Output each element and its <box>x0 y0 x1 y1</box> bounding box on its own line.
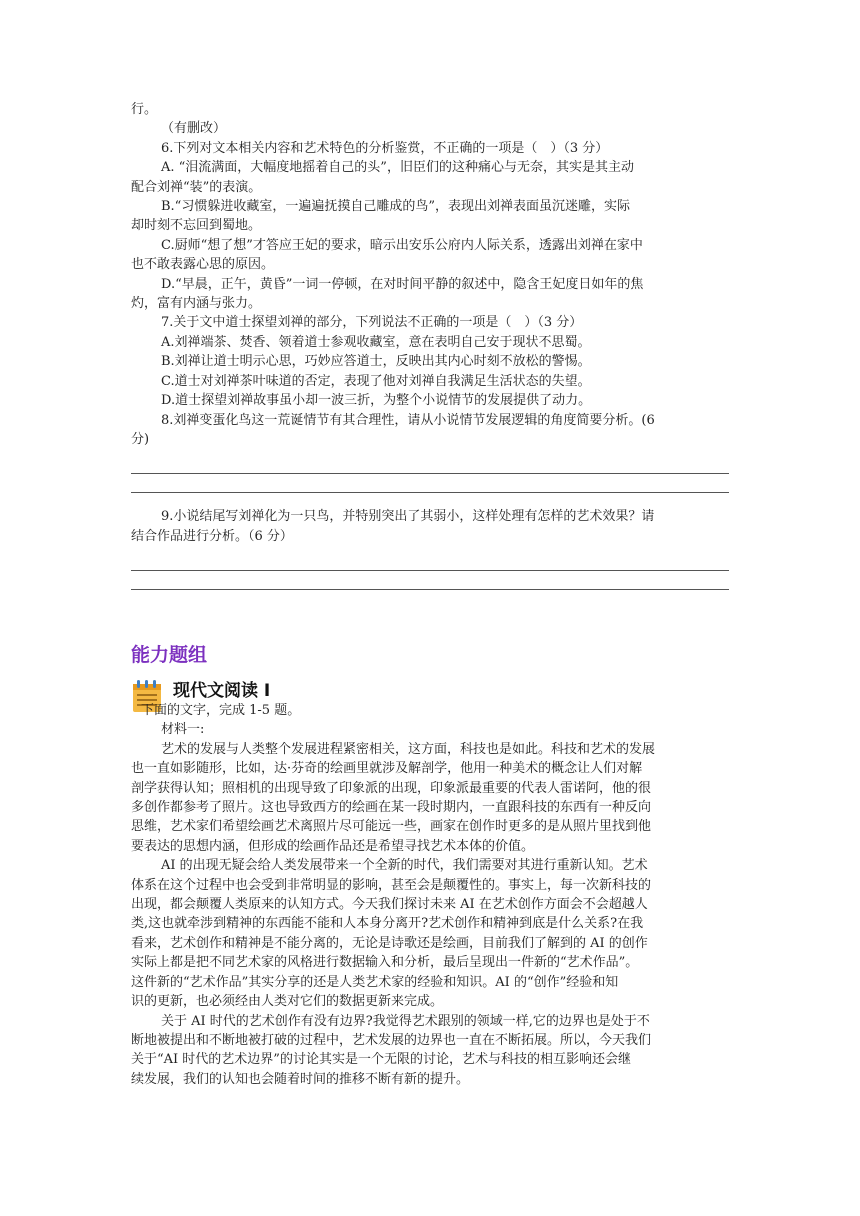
q6-option-b: B.“习惯躲进收藏室，一遍遍抚摸自己雕成的鸟”，表现出刘禅表面虽沉迷雕，实际 <box>161 199 630 215</box>
paragraph-line: 这件新的“艺术作品”其实分享的还是人类艺术家的经验和知识。AI 的“创作”经验和知 <box>131 974 619 990</box>
question-9-cont: 结合作品进行分析。（6 分） <box>131 528 293 544</box>
q7-option-d: D.道士探望刘禅故事虽小却一波三折，为整个小说情节的发展提供了动力。 <box>161 393 592 409</box>
paragraph-line: 关于“AI 时代的艺术边界”的讨论其实是一个无限的讨论，艺术与科技的相互影响还会继 <box>131 1052 631 1068</box>
paragraph-1 <box>131 740 729 856</box>
paragraph-line: 实际上都是把不同艺术家的风格进行数据输入和分析，最后呈现出一件新的“艺术作品”。 <box>131 955 639 971</box>
q7-option-c: C.道士对刘禅茶叶味道的否定，表现了他对刘禅自我满足生活状态的失望。 <box>161 373 591 389</box>
q6-option-d-cont: 灼，富有内涵与张力。 <box>131 296 262 312</box>
paragraph-line: 出现，都会颠覆人类原来的认知方式。今天我们探讨未来 AI 在艺术创作方面会不会超越人 <box>131 897 648 913</box>
source-note: （有删改） <box>161 121 227 137</box>
q6-option-c-cont: 也不敢表露心思的原因。 <box>131 257 275 273</box>
question-9: 9.小说结尾写刘禅化为一只鸟，并特别突出了其弱小，这样处理有怎样的艺术效果？请 <box>161 509 655 525</box>
paragraph-line: 多创作都参考了照片。这也导致西方的绘画在某一段时期内，一直跟科技的东西有一种反向 <box>131 800 652 816</box>
answer-line[interactable] <box>131 474 729 493</box>
passage-instruction: 下面的文字，完成 1-5 题。 <box>141 703 301 718</box>
reading-passage <box>131 701 729 1089</box>
paragraph-line: 关于 AI 时代的艺术创作有没有边界?我觉得艺术跟别的领域一样,它的边界也是处于不 <box>161 1013 650 1029</box>
material-label: 材料一: <box>161 722 205 738</box>
answer-line[interactable] <box>131 455 729 474</box>
q7-option-a: A.刘禅端茶、焚香、领着道士参观收藏室，意在表明自己安于现状不思蜀。 <box>161 334 591 350</box>
question-8-cont: 分) <box>131 431 150 447</box>
paragraph-3 <box>131 1012 729 1090</box>
paragraph-line: 识的更新，也必须经由人类对它们的数据更新来完成。 <box>131 994 444 1010</box>
q6-option-c: C.厨师“想了想”才答应王妃的要求，暗示出安乐公府内人际关系，透露出刘禅在家中 <box>161 237 643 253</box>
q8-answer-area[interactable] <box>131 455 729 493</box>
paragraph-line: AI 的出现无疑会给人类发展带来一个全新的时代，我们需要对其进行重新认知。艺术 <box>161 858 648 874</box>
paragraph-line: 要表达的思想内涵，但形成的绘画作品还是希望寻找艺术本体的价值。 <box>131 838 535 854</box>
section-title: 能力题组 <box>131 644 208 666</box>
q7-option-b: B.刘禅让道士明示心思，巧妙应答道士，反映出其内心时刻不放松的警惕。 <box>161 354 591 370</box>
paragraph-line: 体系在这个过程中也会受到非常明显的影响，甚至会是颠覆性的。事实上，每一次新科技的 <box>131 877 652 893</box>
question-7: 7.关于文中道士探望刘禅的部分，下列说法不正确的一项是（ ）（3 分） <box>161 315 583 331</box>
paragraph-line: 类,这也就牵涉到精神的东西能不能和人本身分离开?艺术创作和精神到底是什么关系?在我 <box>131 916 644 932</box>
q9-answer-area[interactable] <box>131 552 729 590</box>
paragraph-line: 思维，艺术家们希望绘画艺术离照片尽可能远一些，画家在创作时更多的是从照片里找到他 <box>131 819 652 835</box>
q6-option-b-cont: 却时刻不忘回到蜀地。 <box>131 218 262 234</box>
question-section <box>131 100 729 594</box>
answer-line[interactable] <box>131 552 729 571</box>
q6-option-a-cont: 配合刘禅“装”的表演。 <box>131 179 262 195</box>
paragraph-line: 也一直如影随形，比如，达·芬奇的绘画里就涉及解剖学，他用一种美术的概念让人们对解 <box>131 761 643 777</box>
subsection-title: 现代文阅读 I <box>173 681 271 701</box>
paragraph-2 <box>131 856 729 1011</box>
question-6: 6.下列对文本相关内容和艺术特色的分析鉴赏，不正确的一项是（ ）（3 分） <box>161 140 609 156</box>
paragraph-line: 剖学获得认知；照相机的出现导致了印象派的出现，印象派最重要的代表人雷诺阿，他的很 <box>131 780 652 796</box>
answer-line[interactable] <box>131 571 729 590</box>
paragraph-line: 断地被提出和不断地被打破的过程中，艺术发展的边界也一直在不断拓展。所以，今天我们 <box>131 1032 652 1048</box>
q6-option-a: A. “泪流满面，大幅度地摇着自己的头”，旧臣们的这种痛心与无奈，其实是其主动 <box>161 160 634 176</box>
paragraph-line: 续发展，我们的认知也会随着时间的推移不断有新的提升。 <box>131 1071 470 1087</box>
q6-option-d: D.“早晨，正午，黄昏”一词一停顿，在对时间平静的叙述中，隐含王妃度日如年的焦 <box>161 276 644 292</box>
text-line: 行。 <box>131 102 158 117</box>
paragraph-line: 看来，艺术创作和精神是不能分离的，无论是诗歌还是绘画，目前我们了解到的 AI 的创作 <box>131 935 648 951</box>
paragraph-line: 艺术的发展与人类整个发展进程紧密相关，这方面，科技也是如此。科技和艺术的发展 <box>161 741 656 757</box>
question-8: 8.刘禅变蛋化鸟这一荒诞情节有其合理性，请从小说情节发展逻辑的角度简要分析。(6 <box>161 412 655 428</box>
